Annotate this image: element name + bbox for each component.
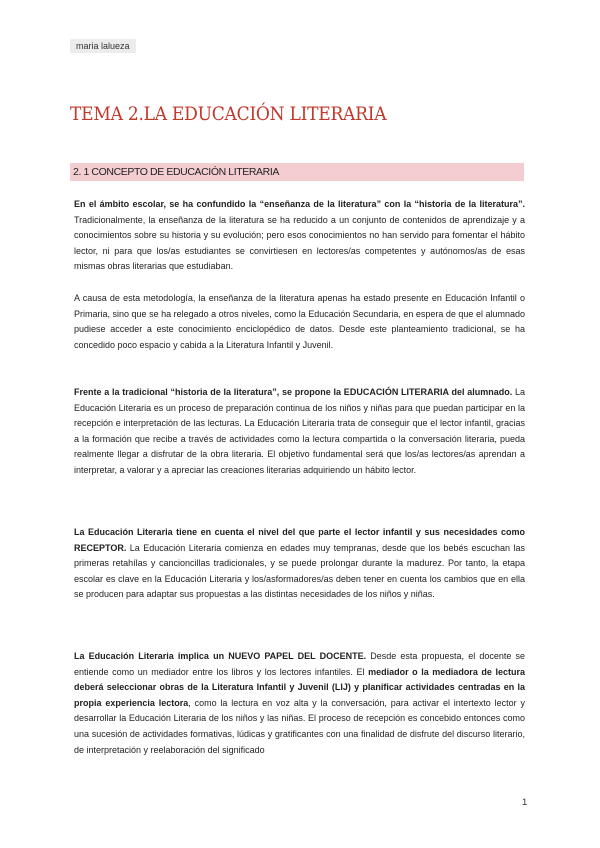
- section-heading: 2. 1 CONCEPTO DE EDUCACIÓN LITERARIA: [70, 163, 524, 181]
- paragraph-1: [74, 197, 525, 275]
- paragraph-1b: A causa de esta metodología, la enseñanza de la literatura apenas ha estado presente en Educación Infantil o Primaria, sino que se ha relegado a otros niveles, como la Educación Secundaria, en espera de que el alumnado pudiese acceder a este conocimiento enciclopédico de datos. Desde este planteamiento tradicional, se ha concedido poco espacio y cabida a la Literatura Infantil y Juvenil.: [74, 293, 525, 350]
- paragraph-2-text: La Educación Literaria es un proceso de preparación continua de los niños y niñas para que puedan participar en la recepción e interpretación de las lecturas. La Educación Literaria trata de conseguir que el lector infantil, gracias a la formación que recibe a través de actividades como la lectura compartida o la conversación literaria, pueda realmente llegar a disfrutar de la obra literaria. El objetivo fundamental será que los/as lectores/as aprendan a interpretar, a valorar y a apreciar las creaciones literarias adquiriendo un hábito lector.: [74, 387, 525, 475]
- paragraph-2-bold: Frente a la tradicional “historia de la literatura”, se propone la EDUCACIÓN LITERARIA del alumnado.: [74, 387, 513, 397]
- paragraph-2: [74, 385, 525, 479]
- paragraph-4-text-2: , como la lectura en voz alta y la conversación, para activar el intertexto lector y desarrollar la Educación Literaria de los niños y las niñas. El proceso de recepción es concebido entonces como una sucesión de actividades formativas, lúdicas y gratificantes con una finalidad de disfrute del discurso literario, de interpretación y reelaboración del significado: [74, 697, 525, 755]
- paragraph-4-bold-1: La Educación Literaria implica un NUEVO PAPEL DEL DOCENTE.: [74, 651, 367, 661]
- paragraph-1-bold: En el ámbito escolar, se ha confundido la “enseñanza de la literatura” con la “historia de la literatura”.: [74, 199, 525, 209]
- paragraph-3: [74, 525, 525, 603]
- paragraph-4-text-1: Desde esta propuesta, el docente se entiende como un mediador entre los libros y los lectores infantiles. El: [74, 651, 525, 677]
- paragraph-4-bold-2: mediador o la mediadora de lectura deberá seleccionar obras de la Literatura Infantil y Juvenil (LIJ) y planificar actividades centradas en la propia experiencia lectora: [74, 666, 525, 708]
- paragraph-1-text: Tradicionalmente, la enseñanza de la literatura se ha reducido a un conjunto de contenidos de aprendizaje y a conocimientos sobre su historia y su evolución; pero esos conocimientos no han servido para fomentar el hábito lector, ni para que los/as estudiantes se convirtiesen en lectores/as competentes y autónomos/as de esas mismas obras literarias que estudiaban.: [74, 214, 525, 272]
- paragraph-3-text: La Educación Literaria comienza en edades muy tempranas, desde que los bebés escuchan las primeras retahílas y cancioncillas tradicionales, y se puede prolongar durante la madurez. Por tanto, la etapa escolar es clave en la Educación Literaria y los/asformadores/as deben tener en cuenta los cambios que en ella se producen para adaptar sus propuestas a las distintas necesidades de los niños y niñas.: [74, 542, 525, 600]
- paragraph-4: [74, 649, 525, 758]
- author-label: maria lalueza: [70, 39, 136, 53]
- paragraph-3-bold: La Educación Literaria tiene en cuenta el nivel del que parte el lector infantil y sus necesidades como RECEPTOR.: [74, 527, 525, 553]
- page-title: TEMA 2.LA EDUCACIÓN LITERARIA: [70, 103, 387, 125]
- page-number: 1: [522, 797, 528, 808]
